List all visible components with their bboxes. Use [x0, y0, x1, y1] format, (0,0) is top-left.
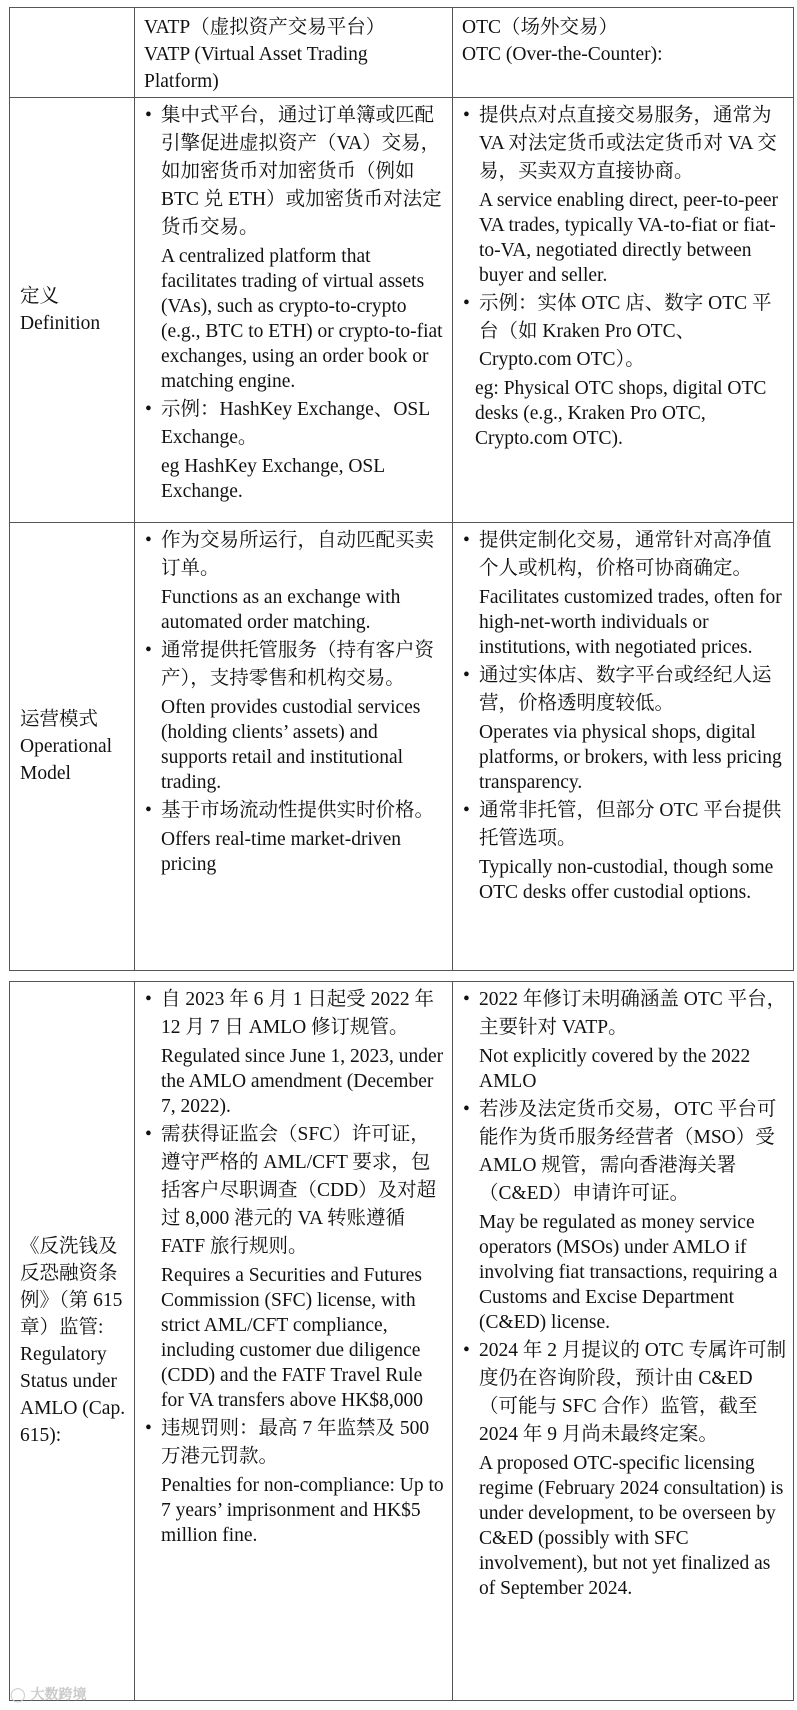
- bullet-item: [463, 290, 787, 374]
- row-definition: [10, 98, 794, 523]
- header-otc: [453, 8, 794, 98]
- otc-cell: [453, 98, 794, 523]
- bullet-icon: •: [145, 800, 152, 821]
- bullet-icon: •: [145, 640, 152, 661]
- bullet-item: [463, 797, 787, 853]
- bullet-icon: •: [145, 989, 152, 1010]
- bullet-icon: •: [463, 105, 470, 126]
- item-text: eg HashKey Exchange, OSL Exchange.: [161, 456, 385, 502]
- item-text: 基于市场流动性提供实时价格。: [161, 800, 435, 821]
- item-text: 集中式平台，通过订单簿或匹配引擎促进虚拟资产（VA）交易，如加密货币对加密货币（例如 BTC 兑 ETH）或加密货币对法定货币交易。: [161, 105, 442, 238]
- header-vatp: [135, 8, 453, 98]
- bullet-item: [145, 797, 446, 825]
- vatp-cell: [135, 523, 453, 971]
- item-text: 示例：HashKey Exchange、OSL Exchange。: [161, 399, 430, 448]
- bullet-icon: •: [145, 530, 152, 551]
- item-text: 2024 年 2 月提议的 OTC 专属许可制度仍在咨询阶段，预计由 C&ED（可能与 SFC 合作）监管，截至 2024 年 9 月尚未最终定案。: [479, 1340, 787, 1445]
- item-translation: [145, 454, 446, 504]
- bullet-item: [463, 662, 787, 718]
- row-label-en: Operational Model: [20, 736, 113, 784]
- item-text: 提供定制化交易，通常针对高净值个人或机构，价格可协商确定。: [479, 530, 772, 579]
- item-text: Facilitates customized trades, often for high-net-worth individuals or institutions, with negotiated prices.: [479, 587, 782, 658]
- item-translation: [145, 585, 446, 635]
- item-text: A centralized platform that facilitates trading of virtual assets (VAs), such as crypto-to-crypto (e.g., BTC to ETH) or crypto-to-fiat exchanges, using an order book or matching engine.: [161, 246, 443, 392]
- item-text: Functions as an exchange with automated order matching.: [161, 587, 401, 633]
- bullet-item: [145, 102, 446, 242]
- item-text: 作为交易所运行，自动匹配买卖订单。: [161, 530, 435, 579]
- item-translation: [463, 1451, 787, 1601]
- item-translation: [463, 720, 787, 795]
- bullet-item: [463, 102, 787, 186]
- header-empty-cell: [10, 8, 135, 98]
- bullet-icon: •: [463, 293, 470, 314]
- item-text: 通常非托管，但部分 OTC 平台提供托管选项。: [479, 800, 782, 849]
- item-text: Offers real-time market-driven pricing: [161, 829, 402, 875]
- item-translation: [463, 1044, 787, 1094]
- row-regulatory-status: [10, 982, 794, 1701]
- item-translation: [463, 188, 787, 288]
- bullet-icon: •: [145, 399, 152, 420]
- item-text: 示例：实体 OTC 店、数字 OTC 平台（如 Kraken Pro OTC、Crypto.com OTC）。: [479, 293, 772, 370]
- row-label-zh: 《反洗钱及反恐融资条例》（第 615 章）监管:: [20, 1236, 123, 1338]
- bullet-item: [145, 637, 446, 693]
- header-vatp-zh: VATP（虚拟资产交易平台）: [144, 17, 386, 38]
- vatp-cell: [135, 982, 453, 1701]
- bullet-item: [463, 1096, 787, 1208]
- bullet-icon: •: [463, 800, 470, 821]
- bullet-item: [145, 1415, 446, 1471]
- bullet-item: [145, 527, 446, 583]
- vatp-cell: [135, 98, 453, 523]
- header-vatp-en: VATP (Virtual Asset Trading Platform): [144, 44, 368, 92]
- row-label: [10, 523, 135, 971]
- item-text: 违规罚则：最高 7 年监禁及 500 万港元罚款。: [161, 1418, 430, 1467]
- item-translation: [145, 827, 446, 877]
- item-text: Not explicitly covered by the 2022 AMLO: [479, 1046, 751, 1092]
- bullet-icon: •: [145, 1124, 152, 1145]
- watermark-logo: ◯ 大数跨境: [10, 1687, 87, 1703]
- header-row: [10, 8, 794, 98]
- row-label-zh: 运营模式: [20, 709, 99, 730]
- bullet-item: [463, 1337, 787, 1449]
- item-text: 若涉及法定货币交易，OTC 平台可能作为货币服务经营者（MSO）受 AMLO 规管，需向香港海关署（C&ED）申请许可证。: [479, 1099, 777, 1204]
- comparison-table-part-2: [9, 981, 794, 1701]
- item-translation: [463, 585, 787, 660]
- item-translation: [463, 376, 787, 451]
- row-label: [10, 98, 135, 523]
- item-text: Penalties for non-compliance: Up to 7 years’ imprisonment and HK$5 million fine.: [161, 1475, 444, 1546]
- bullet-icon: •: [145, 1418, 152, 1439]
- header-otc-en: OTC (Over-the-Counter):: [462, 44, 663, 65]
- otc-cell: [453, 982, 794, 1701]
- item-text: 自 2023 年 6 月 1 日起受 2022 年 12 月 7 日 AMLO 修订规管。: [161, 989, 435, 1038]
- item-text: Requires a Securities and Futures Commission (SFC) license, with strict AML/CFT compliance, including customer due diligence (CDD) and the FATF Travel Rule for VA transfers above HK$8,000: [161, 1265, 423, 1411]
- row-operational-model: [10, 523, 794, 971]
- bullet-icon: •: [463, 1099, 470, 1120]
- item-translation: [145, 244, 446, 394]
- bullet-icon: •: [145, 105, 152, 126]
- item-text: 通过实体店、数字平台或经纪人运营，价格透明度较低。: [479, 665, 772, 714]
- item-translation: [145, 1263, 446, 1413]
- item-text: 需获得证监会（SFC）许可证，遵守严格的 AML/CFT 要求，包括客户尽职调查（CDD）及对超过 8,000 港元的 VA 转账遵循 FATF 旅行规则。: [161, 1124, 437, 1257]
- otc-cell: [453, 523, 794, 971]
- item-text: 2022 年修订未明确涵盖 OTC 平台，主要针对 VATP。: [479, 989, 787, 1038]
- comparison-table-part-1: [9, 7, 794, 971]
- bullet-item: [463, 986, 787, 1042]
- item-text: May be regulated as money service operators (MSOs) under AMLO if involving fiat transactions, requiring a Customs and Excise Department (C&ED) license.: [479, 1212, 778, 1333]
- item-text: 提供点对点直接交易服务，通常为 VA 对法定货币或法定货币对 VA 交易，买卖双方直接协商。: [479, 105, 777, 182]
- bullet-item: [145, 986, 446, 1042]
- item-translation: [145, 1044, 446, 1119]
- item-text: 通常提供托管服务（持有客户资产），支持零售和机构交易。: [161, 640, 435, 689]
- header-otc-zh: OTC（场外交易）: [462, 17, 619, 38]
- item-text: Operates via physical shops, digital platforms, or brokers, with less pricing transparency.: [479, 722, 782, 793]
- item-text: A proposed OTC-specific licensing regime (February 2024 consultation) is under development, to be overseen by C&ED (possibly with SFC involvement), but not yet finalized as of September 2024.: [479, 1453, 784, 1599]
- bullet-item: [463, 527, 787, 583]
- row-label-zh: 定义: [20, 286, 60, 307]
- row-label-en: Definition: [20, 313, 101, 334]
- bullet-icon: •: [463, 665, 470, 686]
- bullet-item: [145, 1121, 446, 1261]
- bullet-icon: •: [463, 989, 470, 1010]
- item-text: Regulated since June 1, 2023, under the AMLO amendment (December 7, 2022).: [161, 1046, 444, 1117]
- item-text: eg: Physical OTC shops, digital OTC desks (e.g., Kraken Pro OTC, Crypto.com OTC).: [475, 378, 767, 449]
- bullet-icon: •: [463, 530, 470, 551]
- item-text: Often provides custodial services (holding clients’ assets) and supports retail and institutional trading.: [161, 697, 421, 793]
- item-translation: [463, 1210, 787, 1335]
- item-text: A service enabling direct, peer-to-peer VA trades, typically VA-to-fiat or fiat-to-VA, negotiated directly between buyer and seller.: [479, 190, 779, 286]
- bullet-icon: •: [463, 1340, 470, 1361]
- item-translation: [463, 855, 787, 905]
- item-translation: [145, 695, 446, 795]
- bullet-item: [145, 396, 446, 452]
- row-label: [10, 982, 135, 1701]
- watermark-text: 大数跨境: [30, 1687, 87, 1703]
- item-text: Typically non-custodial, though some OTC desks offer custodial options.: [479, 857, 774, 903]
- row-label-en: Regulatory Status under AMLO (Cap. 615):: [20, 1344, 126, 1446]
- item-translation: [145, 1473, 446, 1548]
